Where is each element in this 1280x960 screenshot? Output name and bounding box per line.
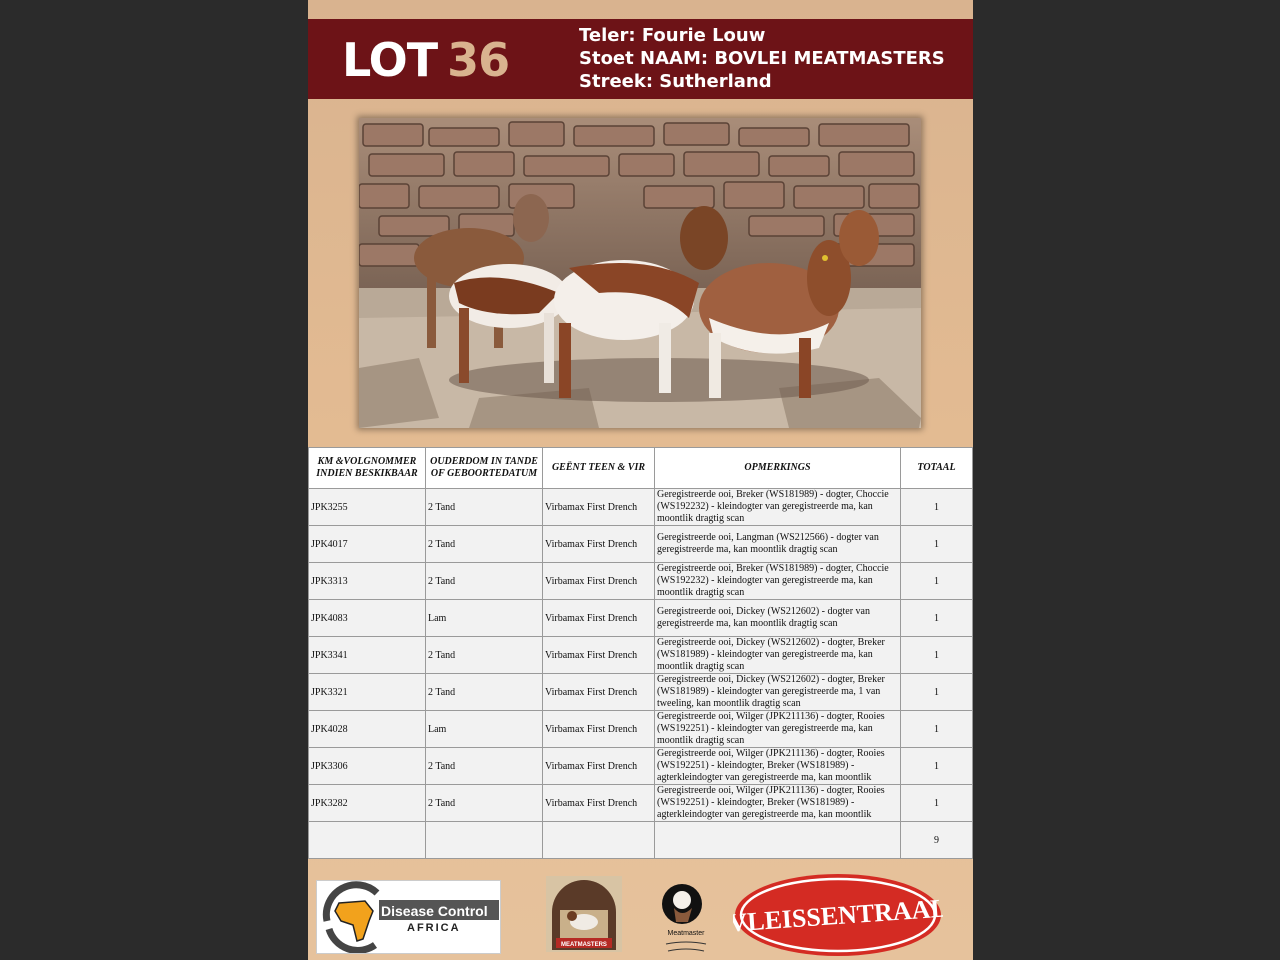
col-header-vaccine: GEËNT TEEN & VIR [543, 448, 655, 489]
cell-id: JPK3341 [309, 637, 426, 674]
stud-line: Stoet NAAM: BOVLEI MEATMASTERS [579, 48, 945, 69]
cell-note: Geregistreerde ooi, Dickey (WS212602) - dogter van geregistreerde ma, kan moontlik dragtig scan [655, 600, 901, 637]
cell-total: 1 [901, 637, 973, 674]
table-row [309, 563, 973, 600]
cell-age: 2 Tand [426, 637, 543, 674]
cell-age: 2 Tand [426, 526, 543, 563]
lot-page [308, 0, 973, 960]
cell-note: Geregistreerde ooi, Dickey (WS212602) - dogter, Breker (WS181989) - kleindogter van geregistreerde ma, 1 van tweeling, kan moontlik dragtig scan [655, 674, 901, 711]
cell-total: 1 [901, 489, 973, 526]
cell-age: 2 Tand [426, 674, 543, 711]
lot-info [579, 24, 945, 93]
sponsor-logos [308, 866, 973, 960]
table-header-row [309, 448, 973, 489]
cell-vaccine: Virbamax First Drench [543, 748, 655, 785]
cell-id: JPK3255 [309, 489, 426, 526]
lot-label: LOT [342, 33, 438, 87]
table-row [309, 637, 973, 674]
meatmaster-logo [658, 878, 714, 958]
cell-empty [309, 822, 426, 859]
cell-note: Geregistreerde ooi, Wilger (JPK211136) - dogter, Rooies (WS192251) - kleindogter van geregistreerde ma, kan moontlik dragtig scan [655, 711, 901, 748]
cell-empty [543, 822, 655, 859]
cell-total: 1 [901, 674, 973, 711]
cell-total: 1 [901, 711, 973, 748]
cell-vaccine: Virbamax First Drench [543, 563, 655, 600]
cell-total: 1 [901, 785, 973, 822]
cell-total: 1 [901, 600, 973, 637]
club-logo-text: MEATMASTERS [561, 942, 607, 948]
table-row [309, 489, 973, 526]
cell-age: Lam [426, 711, 543, 748]
table-row [309, 785, 973, 822]
region-line: Streek: Sutherland [579, 71, 772, 92]
lot-header-banner [308, 19, 973, 99]
cell-id: JPK3313 [309, 563, 426, 600]
cell-note: Geregistreerde ooi, Wilger (JPK211136) - dogter, Rooies (WS192251) - kleindogter, Breker (WS181989) - agterkleindogter van geregistreerde ma, kan moontlik [655, 785, 901, 822]
cell-note: Geregistreerde ooi, Wilger (JPK211136) - dogter, Rooies (WS192251) - kleindogter, Breker (WS181989) - agterkleindogter van geregistreerde ma, kan moontlik [655, 748, 901, 785]
cell-vaccine: Virbamax First Drench [543, 674, 655, 711]
cell-age: 2 Tand [426, 748, 543, 785]
cell-id: JPK3321 [309, 674, 426, 711]
col-header-age: OUDERDOM IN TANDE OF GEBOORTEDATUM [426, 448, 543, 489]
table-row [309, 748, 973, 785]
cell-age: 2 Tand [426, 489, 543, 526]
cell-vaccine: Virbamax First Drench [543, 489, 655, 526]
cell-vaccine: Virbamax First Drench [543, 526, 655, 563]
table-row [309, 674, 973, 711]
cell-vaccine: Virbamax First Drench [543, 637, 655, 674]
cell-age: 2 Tand [426, 785, 543, 822]
col-header-notes: OPMERKINGS [655, 448, 901, 489]
cell-empty [426, 822, 543, 859]
mm-logo-text: Meatmaster [667, 930, 705, 937]
sutherland-club-logo [546, 876, 622, 952]
cell-id: JPK3282 [309, 785, 426, 822]
cell-id: JPK4017 [309, 526, 426, 563]
table-row [309, 526, 973, 563]
cell-id: JPK3306 [309, 748, 426, 785]
table-total-row [309, 822, 973, 859]
table-row [309, 711, 973, 748]
cell-vaccine: Virbamax First Drench [543, 785, 655, 822]
disease-control-africa-logo [316, 880, 501, 954]
cell-vaccine: Virbamax First Drench [543, 600, 655, 637]
vleissentraal-text: VLEISSENTRAAL [733, 893, 943, 938]
dca-line2: AFRICA [407, 922, 461, 934]
lot-table [308, 447, 973, 859]
lot-title [342, 33, 509, 87]
cell-age: Lam [426, 600, 543, 637]
cell-total: 1 [901, 526, 973, 563]
grand-total: 9 [901, 822, 973, 859]
cell-total: 1 [901, 563, 973, 600]
cell-age: 2 Tand [426, 563, 543, 600]
cell-id: JPK4083 [309, 600, 426, 637]
col-header-id: KM &VOLGNOMMER INDIEN BESKIKBAAR [309, 448, 426, 489]
cell-note: Geregistreerde ooi, Breker (WS181989) - dogter, Choccie (WS192232) - kleindogter van geregistreerde ma, kan moontlik dragtig scan [655, 489, 901, 526]
lot-number: 36 [447, 33, 510, 87]
cell-vaccine: Virbamax First Drench [543, 711, 655, 748]
breeder-line: Teler: Fourie Louw [579, 25, 766, 46]
vleissentraal-logo [733, 872, 943, 958]
cell-note: Geregistreerde ooi, Breker (WS181989) - dogter, Choccie (WS192232) - kleindogter van geregistreerde ma, kan moontlik dragtig scan [655, 563, 901, 600]
cell-note: Geregistreerde ooi, Dickey (WS212602) - dogter, Breker (WS181989) - kleindogter van geregistreerde ma, kan moontlik dragtig scan [655, 637, 901, 674]
cell-id: JPK4028 [309, 711, 426, 748]
col-header-total: TOTAAL [901, 448, 973, 489]
table-row [309, 600, 973, 637]
cell-empty [655, 822, 901, 859]
sheep-photo [359, 118, 921, 428]
dca-line1: Disease Control [381, 903, 488, 919]
cell-note: Geregistreerde ooi, Langman (WS212566) - dogter van geregistreerde ma, kan moontlik dragtig scan [655, 526, 901, 563]
cell-total: 1 [901, 748, 973, 785]
